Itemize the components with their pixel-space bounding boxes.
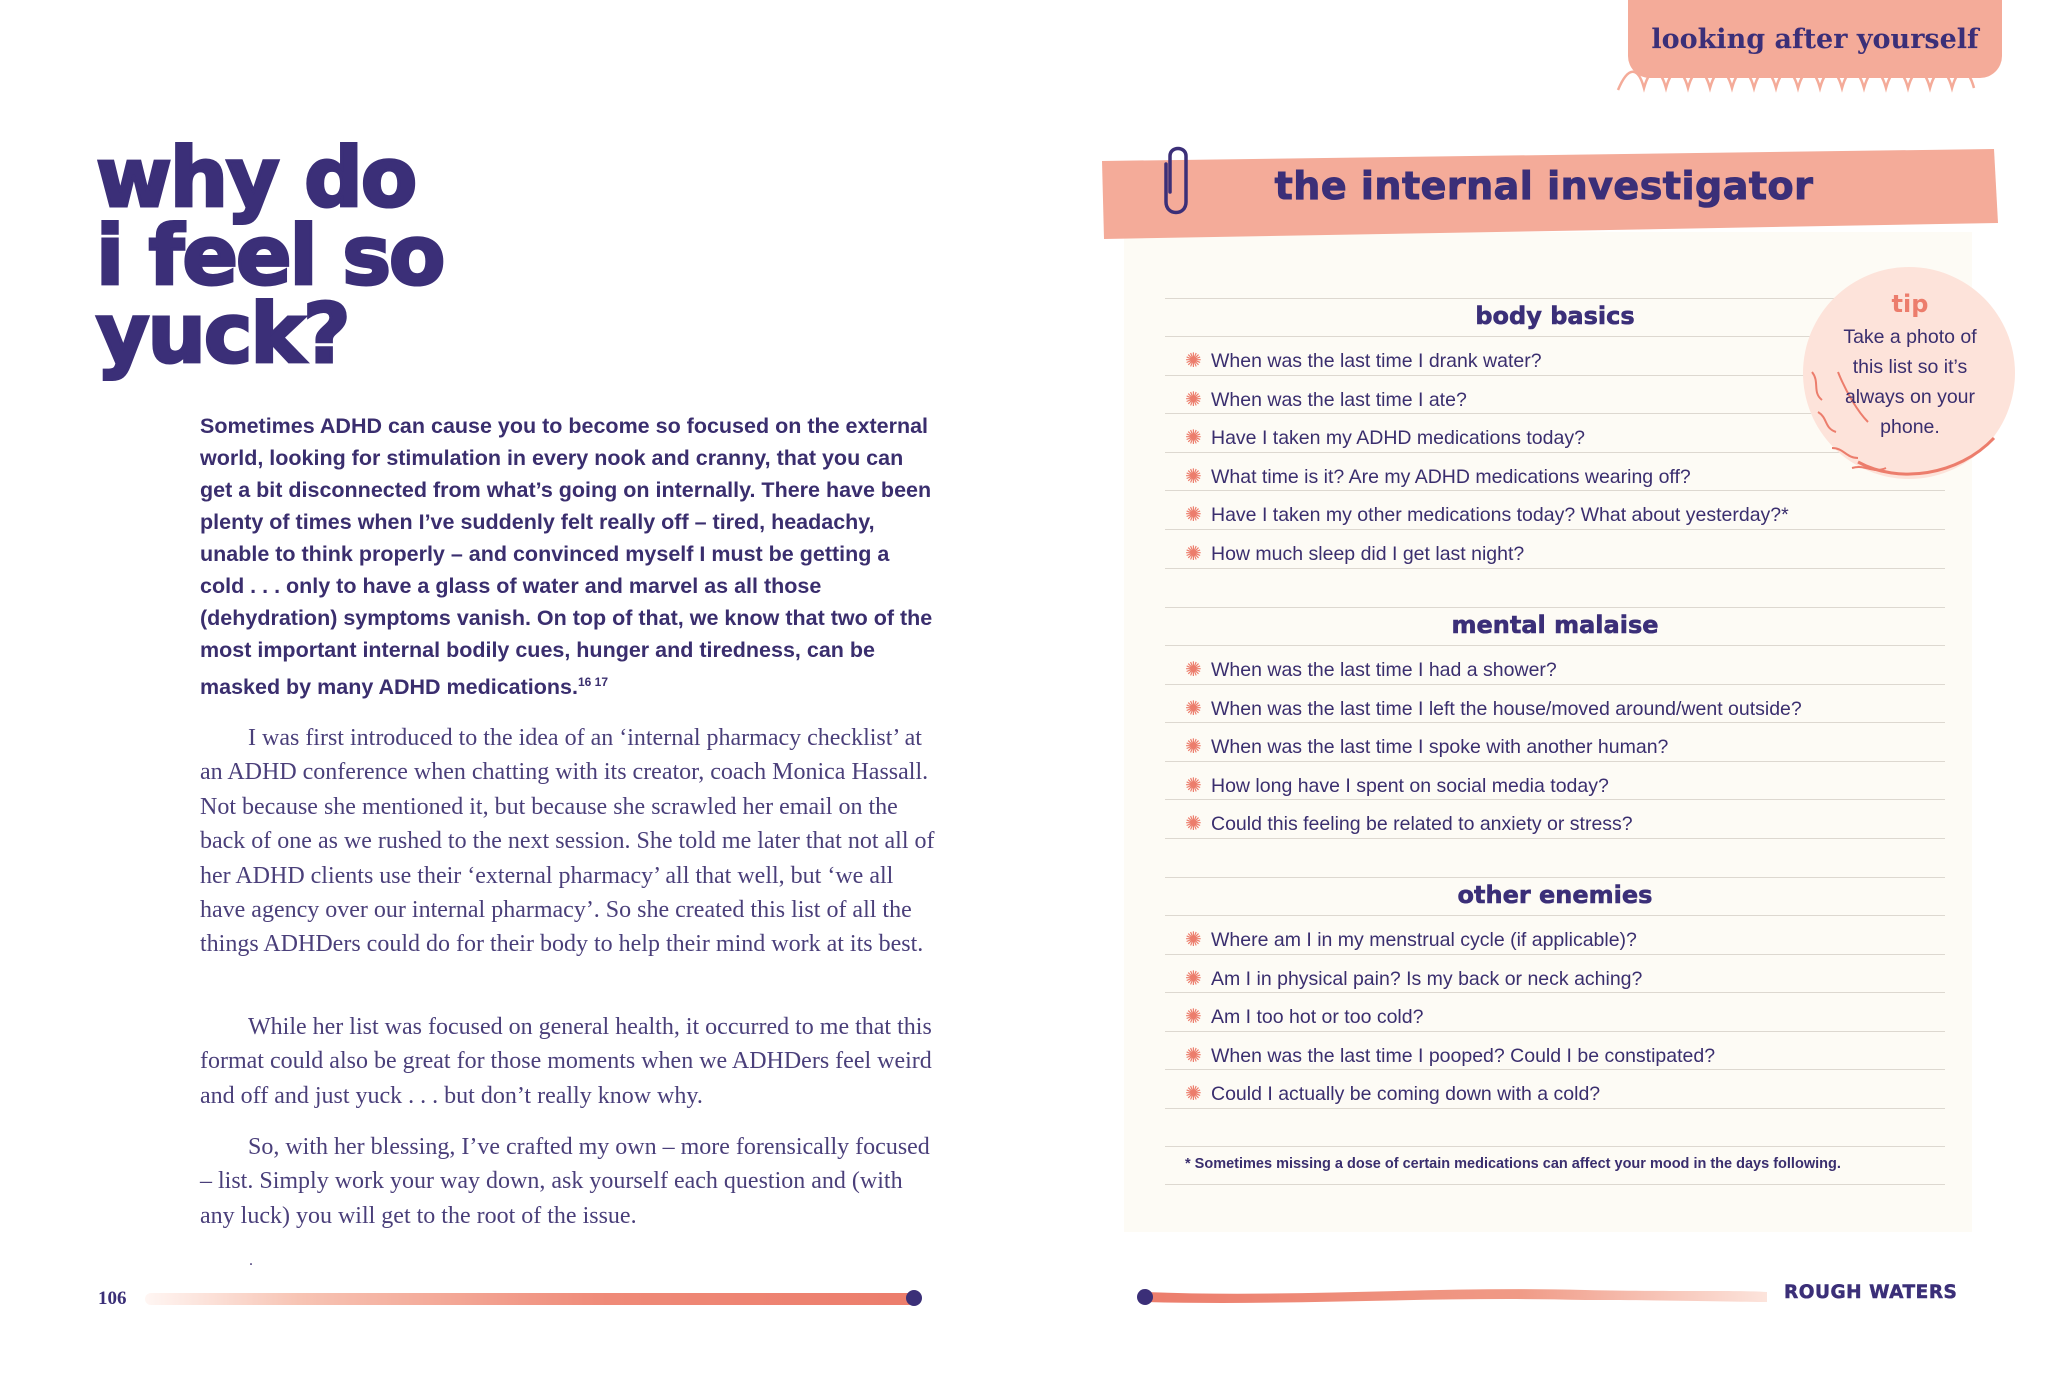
list-item: ✺ Could this feeling be related to anxiety or stress?	[1185, 813, 1633, 835]
sun-bullet-icon: ✺	[1185, 504, 1202, 526]
footer-gradient-bar	[145, 1293, 915, 1305]
sun-bullet-icon: ✺	[1185, 659, 1202, 681]
intro-paragraph	[200, 410, 935, 703]
list-item: ✺ Am I in physical pain? Is my back or neck aching?	[1185, 968, 1643, 990]
sun-bullet-icon: ✺	[1185, 929, 1202, 951]
list-item: ✺ Have I taken my other medications today? What about yesterday?*	[1185, 504, 1789, 526]
body-paragraph-3-text: So, with her blessing, I’ve crafted my own – more forensically focused – list. Simply work your way down, ask yourself each question and (with any luck) you will get to the root of the issue.	[200, 1134, 930, 1229]
intro-text: Sometimes ADHD can cause you to become so focused on the external world, looking for stimulation in every nook and cranny, that you can get a bit disconnected from what’s going on internally. There have been plenty of times when I’ve suddenly felt really off – tired, headachy, unable to think properly – and convinced myself I must be getting a cold . . . only to have a glass of water and marvel as all those (dehydration) symptoms vanish. On top of that, we know that two of the most important internal bodily cues, hunger and tiredness, can be masked by many ADHD medications.	[200, 414, 933, 700]
section-tab-label: looking after yourself	[1651, 24, 1979, 55]
body-paragraph-2	[200, 1010, 935, 1113]
sun-bullet-icon: ✺	[1185, 1045, 1202, 1067]
body-paragraph-1	[200, 721, 935, 962]
footer-bar-dot	[906, 1290, 922, 1306]
list-item: ✺ Have I taken my ADHD medications today?	[1185, 427, 1585, 449]
list-item: ✺ Am I too hot or too cold?	[1185, 1006, 1424, 1028]
body-paragraph-1-text: I was first introduced to the idea of an ‘internal pharmacy checklist’ at an ADHD conference when chatting with its creator, coach Monica Hassall. Not because she mentioned it, but because she scrawled her email on the back of one as we rushed to the next session. She told me later that not all of her ADHD clients use their ‘external pharmacy’ all that well, but ‘we all have agency over our internal pharmacy’. So she created this list of all the things ADHDers could do for their body to help their mind work at its best.	[200, 725, 935, 958]
section-heading-mental-malaise: mental malaise	[1451, 611, 1659, 639]
sun-bullet-icon: ✺	[1185, 775, 1202, 797]
list-item: ✺ When was the last time I ate?	[1185, 389, 1467, 411]
body-paragraph-3	[200, 1130, 935, 1233]
intro-references: 16 17	[577, 675, 608, 689]
sun-bullet-icon: ✺	[1185, 968, 1202, 990]
sun-bullet-icon: ✺	[1185, 736, 1202, 758]
body-paragraph-2-text: While her list was focused on general health, it occurred to me that this format could also be great for those moments when we ADHDers feel weird and off and just yuck . . . but don’t really know why.	[200, 1014, 932, 1109]
stray-mark: .	[249, 1252, 253, 1269]
list-item: ✺ How much sleep did I get last night?	[1185, 543, 1525, 565]
sun-bullet-icon: ✺	[1185, 466, 1202, 488]
sun-bullet-icon: ✺	[1185, 813, 1202, 835]
footnote: * Sometimes missing a dose of certain medications can affect your mood in the days following.	[1185, 1156, 1841, 1172]
tip-title: tip	[1891, 290, 1929, 318]
list-item: ✺ When was the last time I drank water?	[1185, 350, 1542, 372]
list-item: ✺ Where am I in my menstrual cycle (if applicable)?	[1185, 929, 1637, 951]
list-item: ✺ Could I actually be coming down with a cold?	[1185, 1083, 1601, 1105]
title-line-1: why do	[96, 131, 416, 226]
title-line-3: yuck?	[96, 287, 349, 382]
list-item: ✺ When was the last time I pooped? Could I be constipated?	[1185, 1045, 1716, 1067]
tip-text: Take a photo of this list so it’s always on your phone.	[1843, 326, 1977, 438]
sun-bullet-icon: ✺	[1185, 427, 1202, 449]
list-item: ✺ When was the last time I had a shower?	[1185, 659, 1557, 681]
list-item: ✺ When was the last time I left the house/moved around/went outside?	[1185, 698, 1802, 720]
section-heading-other-enemies: other enemies	[1457, 881, 1653, 909]
sun-bullet-icon: ✺	[1185, 1083, 1202, 1105]
sun-bullet-icon: ✺	[1185, 1006, 1202, 1028]
sun-bullet-icon: ✺	[1185, 698, 1202, 720]
running-head: ROUGH WATERS	[1784, 1282, 1958, 1303]
title-line-2: i feel so	[96, 209, 444, 304]
list-item: ✺ How long have I spent on social media today?	[1185, 775, 1609, 797]
scribble-decoration	[1614, 60, 1994, 96]
sun-bullet-icon: ✺	[1185, 543, 1202, 565]
footer-wave-bar	[1135, 1284, 1775, 1308]
sun-bullet-icon: ✺	[1185, 389, 1202, 411]
page-number: 106	[98, 1288, 127, 1309]
page-title	[96, 131, 616, 382]
list-item: ✺ What time is it? Are my ADHD medications wearing off?	[1185, 466, 1691, 488]
section-heading-body-basics: body basics	[1475, 302, 1635, 330]
banner-title: the internal investigator	[1274, 164, 1814, 208]
sun-bullet-icon: ✺	[1185, 350, 1202, 372]
list-item: ✺ When was the last time I spoke with another human?	[1185, 736, 1669, 758]
